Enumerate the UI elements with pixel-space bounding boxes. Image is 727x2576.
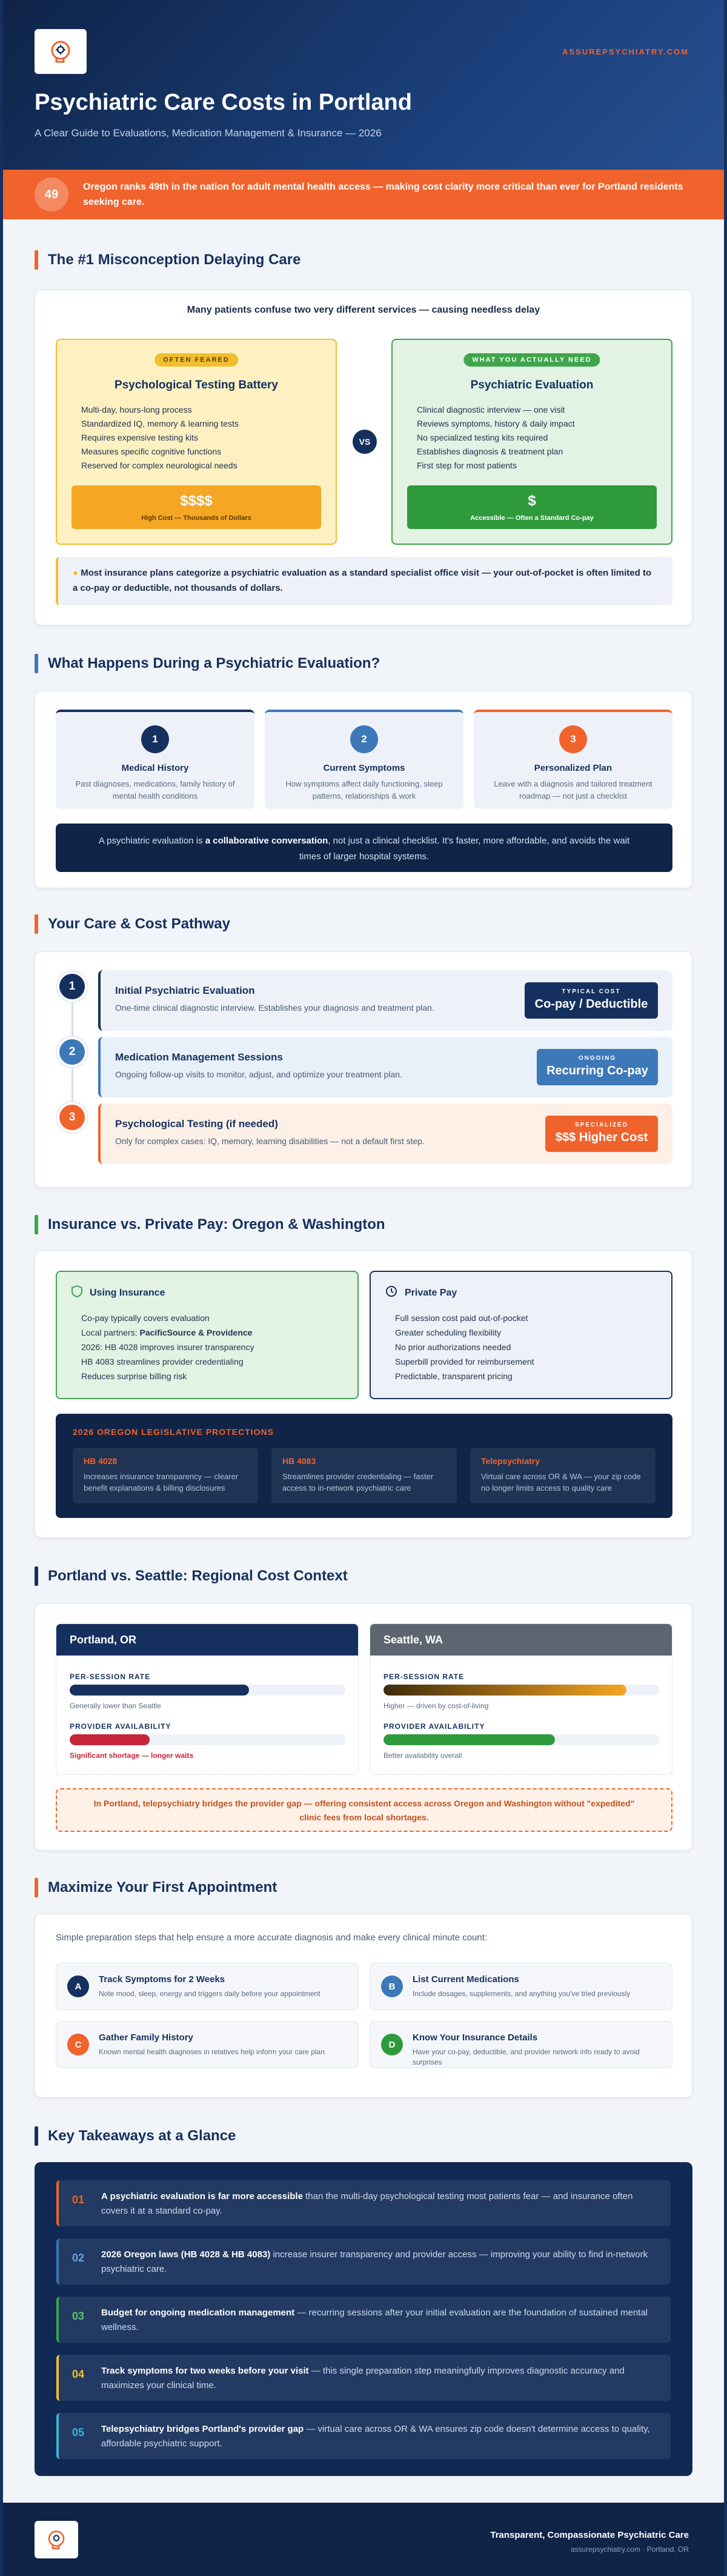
tip-family-history: C Gather Family History Known mental health diagnoses in relatives help inform your care plan [56, 2021, 359, 2068]
page-title: Psychiatric Care Costs in Portland [35, 90, 412, 115]
need-tag: WHAT YOU ACTUALLY NEED [463, 353, 600, 367]
insurance-note: ● Most insurance plans categorize a psychiatric evaluation as a standard specialist office visit — your out-of-pocket is often limited to a co-pay or deductible, not thousands of dollars. [56, 557, 672, 605]
section-title-takeaways: Key Takeaways at a Glance [35, 2126, 236, 2146]
misconception-intro: Many patients confuse two very different services — causing needless delay [187, 305, 540, 315]
list-item: Reserved for complex neurological needs [81, 461, 237, 470]
cost-tag: TYPICAL COST Co-pay / Deductible [525, 982, 658, 1019]
tip-list-medications: B List Current Medications Include dosages, supplements, and anything you've tried previously [370, 1963, 672, 2010]
pathway-step-3: 3 [57, 1102, 87, 1133]
need-box [391, 339, 672, 545]
list-item: Local partners: PacificSource & Providence [81, 1328, 253, 1337]
takeaway-item: 05 Telepsychiatry bridges Portland's provider gap — virtual care across OR & WA ensures zip code doesn't determine access to quality, affordable psychiatric support. [56, 2413, 671, 2459]
list-item: Predictable, transparent pricing [395, 1371, 513, 1381]
telepsychiatry-note: In Portland, telepsychiatry bridges the provider gap — offering consistent access across Oregon and Washington without "expedited" clinic fees from local shortages. [56, 1788, 672, 1832]
head-icon [45, 2529, 67, 2551]
section-title-pathway: Your Care & Cost Pathway [35, 914, 230, 934]
pathway-row-medication: Medication Management Sessions Ongoing follow-up visits to monitor, adjust, and optimize your treatment plan. ONGOING Recurring Co-pay [98, 1037, 672, 1097]
list-item: No prior authorizations needed [395, 1342, 511, 1352]
private-pay-box: Private Pay Full session cost paid out-of-pocket Greater scheduling flexibility No prior authorizations needed Superbill provided for reimbursement Predictable, transparent pricing [370, 1271, 672, 1399]
list-item: Full session cost paid out-of-pocket [395, 1313, 528, 1323]
footer-tagline: Transparent, Compassionate Psychiatric Care [490, 2530, 689, 2540]
pathway-step-2: 2 [57, 1037, 87, 1067]
hero-header [3, 0, 724, 170]
misconception-card [35, 290, 692, 625]
cost-tag: SPECIALIZED $$$ Higher Cost [545, 1116, 658, 1152]
list-item: Measures specific cognitive functions [81, 447, 222, 456]
list-item: Multi-day, hours-long process [81, 405, 192, 414]
section-title-misconception: The #1 Misconception Delaying Care [35, 250, 300, 270]
list-item: Standardized IQ, memory & learning tests [81, 419, 239, 428]
feared-list [81, 403, 239, 473]
list-item: First step for most patients [417, 461, 517, 470]
pathway-card [35, 951, 692, 1188]
takeaway-item: 02 2026 Oregon laws (HB 4028 & HB 4083) increase insurer transparency and provider access — improving your ability to find in-network psychiatric care. [56, 2238, 671, 2285]
need-cost: $ Accessible — Often a Standard Co-pay [407, 485, 657, 529]
legis-hb4083: HB 4083 Streamlines provider credentialing — faster access to in-network psychiatric care [271, 1448, 457, 1503]
pathway-step-1: 1 [57, 971, 87, 1002]
need-list [417, 403, 575, 473]
section-title-maximize: Maximize Your First Appointment [35, 1877, 277, 1898]
seattle-panel: Seattle, WA PER-SESSION RATE Higher — driven by cost-of-living PROVIDER AVAILABILITY Better availability overall [370, 1623, 672, 1775]
section-title-insurance: Insurance vs. Private Pay: Oregon & Washington [35, 1214, 385, 1235]
footer-logo[interactable] [35, 2521, 78, 2558]
head-icon [48, 39, 73, 64]
legislative-protections: 2026 OREGON LEGISLATIVE PROTECTIONS HB 4028 Increases insurance transparency — clearer benefit explanations & billing disclosures HB 4083 Streamlines provider credentialing — faster access to in-network psychiatric care Telepsychiatry Virtual care across OR & WA — your zip code no longer limits access to quality care [56, 1414, 672, 1518]
footer [3, 2503, 724, 2576]
list-item: Co-pay typically covers evaluation [81, 1313, 210, 1323]
list-item: 2026: HB 4028 improves insurer transparency [81, 1342, 254, 1352]
feared-cost: $$$$ High Cost — Thousands of Dollars [71, 485, 321, 529]
legis-hb4028: HB 4028 Increases insurance transparency — clearer benefit explanations & billing disclosures [73, 1448, 258, 1503]
cost-tag: ONGOING Recurring Co-pay [537, 1049, 658, 1085]
footer-meta[interactable]: assurepsychiatry.com · Portland, OR [570, 2545, 689, 2554]
collaborative-banner: A psychiatric evaluation is a collaborative conversation, not just a clinical checklist. It's faster, more affordable, and avoids the wait times of larger hospital systems. [56, 824, 672, 872]
regional-card [35, 1603, 692, 1851]
lightbulb-icon: ● [73, 568, 79, 578]
takeaways-panel [35, 2162, 692, 2476]
alert-text: Oregon ranks 49th in the nation for adult mental health access — making cost clarity more critical than ever for Portland residents seeking care. [83, 182, 683, 207]
feared-box [56, 339, 337, 545]
list-item: Clinical diagnostic interview — one visit [417, 405, 565, 414]
list-item: Reduces surprise billing risk [81, 1371, 187, 1381]
using-insurance-box: Using Insurance Co-pay typically covers evaluation Local partners: PacificSource & Providence 2026: HB 4028 improves insurer transparency HB 4083 streamlines provider credentialing Reduces surprise billing risk [56, 1271, 359, 1399]
insurance-card [35, 1251, 692, 1538]
evaluation-card [35, 691, 692, 888]
pathway-row-evaluation: Initial Psychiatric Evaluation One-time clinical diagnostic interview. Establishes your diagnosis and treatment plan. TYPICAL COST Co-pay / Deductible [98, 970, 672, 1031]
portland-panel: Portland, OR PER-SESSION RATE Generally lower than Seattle PROVIDER AVAILABILITY Significant shortage — longer waits [56, 1623, 359, 1775]
page-subtitle: A Clear Guide to Evaluations, Medication Management & Insurance — 2026 [35, 127, 382, 139]
list-item: Greater scheduling flexibility [395, 1328, 502, 1337]
takeaway-item: 03 Budget for ongoing medication management — recurring sessions after your initial evaluation are the foundation of sustained mental wellness. [56, 2297, 671, 2343]
brand-logo[interactable] [35, 29, 87, 74]
feared-tag: OFTEN FEARED [154, 353, 238, 367]
pathway-row-testing: Psychological Testing (if needed) Only for complex cases: IQ, memory, learning disabilities — not a default first step. SPECIALIZED $$$ Higher Cost [98, 1103, 672, 1164]
tip-insurance-details: D Know Your Insurance Details Have your co-pay, deductible, and provider network info ready to avoid surprises [370, 2021, 672, 2068]
legis-telepsychiatry: Telepsychiatry Virtual care across OR & WA — your zip code no longer limits access to quality care [470, 1448, 656, 1503]
shield-icon [71, 1285, 82, 1300]
maximize-card: Simple preparation steps that help ensure a more accurate diagnosis and make every clinical minute count: A Track Symptoms for 2 Weeks Note mood, sleep, energy and triggers daily before your appointment B List Current Medications Include dosages, supplements, and anything you've tried previously C Gather Family History Known mental health diagnoses in relatives help inform your care plan D Know Your Insurance Details Have your co-pay, deductible, and provider network info ready to avoid surprises [35, 1914, 692, 2098]
eval-step-symptoms: 2 Current Symptoms How symptoms affect daily functioning, sleep patterns, relationships & work [265, 710, 463, 809]
list-item: No specialized testing kits required [417, 433, 548, 442]
section-title-evaluation: What Happens During a Psychiatric Evaluation? [35, 653, 380, 674]
list-item: HB 4083 streamlines provider credentialing [81, 1357, 244, 1366]
list-item: Requires expensive testing kits [81, 433, 198, 442]
eval-step-plan: 3 Personalized Plan Leave with a diagnosis and tailored treatment roadmap — not just a checklist [474, 710, 672, 809]
alert-banner [3, 170, 724, 219]
list-item: Establishes diagnosis & treatment plan [417, 447, 563, 456]
tip-track-symptoms: A Track Symptoms for 2 Weeks Note mood, sleep, energy and triggers daily before your appointment [56, 1963, 359, 2010]
rank-badge: 49 [35, 178, 68, 211]
site-url[interactable]: ASSUREPSYCHIATRY.COM [562, 47, 689, 56]
section-title-regional: Portland vs. Seattle: Regional Cost Context [35, 1566, 348, 1586]
list-item: Superbill provided for reimbursement [395, 1357, 534, 1366]
vs-badge: VS [353, 430, 377, 454]
clock-icon [385, 1285, 397, 1300]
feared-heading: Psychological Testing Battery [115, 379, 278, 391]
eval-step-history: 1 Medical History Past diagnoses, medications, family history of mental health conditions [56, 710, 254, 809]
takeaway-item: 01 A psychiatric evaluation is far more accessible than the multi-day psychological testing most patients fear — and insurance often covers it at a standard co-pay. [56, 2180, 671, 2226]
takeaway-item: 04 Track symptoms for two weeks before your visit — this single preparation step meaningfully improves diagnostic accuracy and maximizes your clinical time. [56, 2355, 671, 2401]
need-heading: Psychiatric Evaluation [470, 379, 594, 391]
list-item: Reviews symptoms, history & daily impact [417, 419, 575, 428]
